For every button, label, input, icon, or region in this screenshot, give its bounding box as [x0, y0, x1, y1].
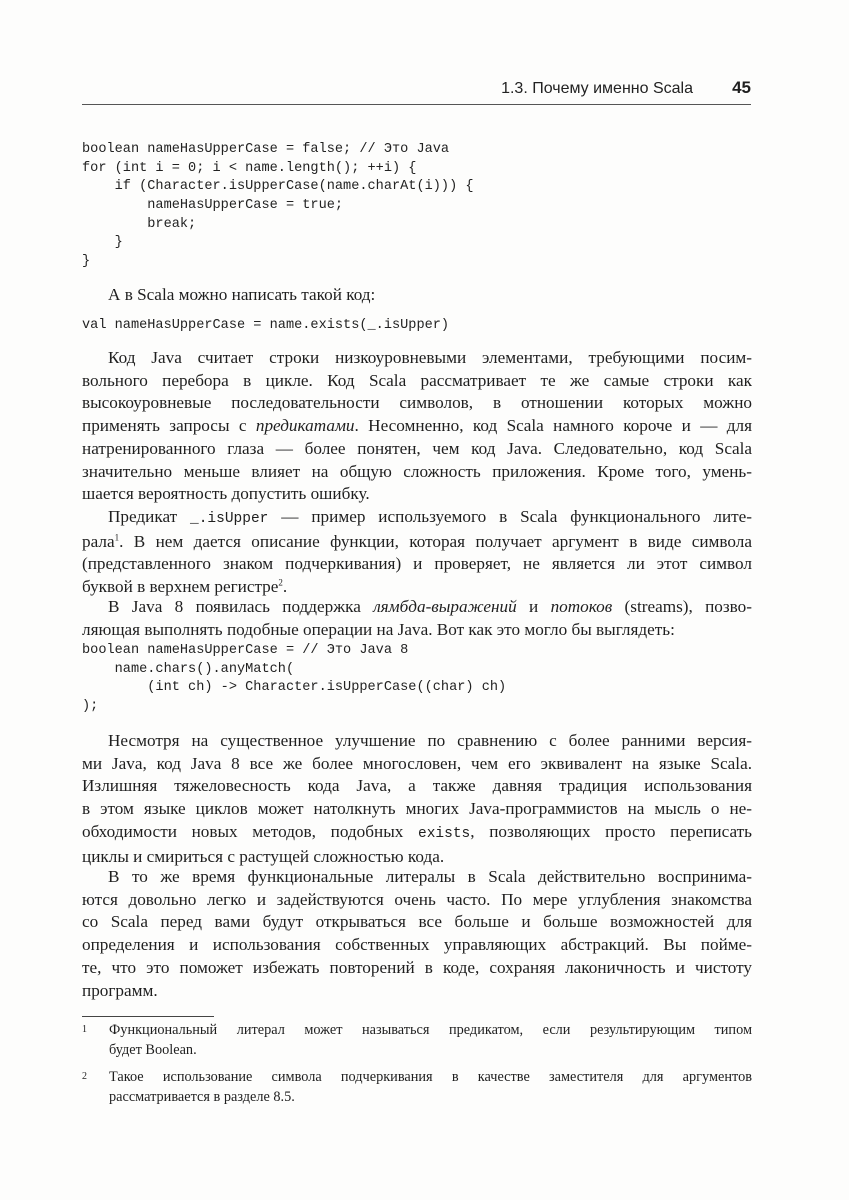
text-line: высокоуровневые последовательности символов, в отношении которых можно: [82, 393, 752, 413]
text-line: шается вероятность допустить ошибку.: [82, 484, 370, 504]
footnote-number: 1: [82, 1024, 87, 1035]
paragraph-verbosity: [82, 730, 752, 868]
text-line: те, что это поможет избежать повторений в коде, сохраняя лаконичность и чистоту: [82, 957, 752, 977]
java8-code-block: [82, 642, 506, 717]
emphasis-predicates: предикатами: [255, 416, 355, 436]
footnote-text: будет Boolean.: [109, 1041, 197, 1058]
code-line: boolean nameHasUpperCase = false; // Это Java: [82, 142, 450, 157]
text-line: определения и использования собственных управляющих абстракций. Вы пойме-: [82, 935, 752, 955]
text-line: А в Scala можно написать такой код:: [108, 285, 376, 304]
text-line: Предикат _.isUpper — пример используемого в Scala функционального лите-: [108, 507, 752, 527]
text-line: циклы и смириться с растущей сложностью кода.: [82, 846, 445, 866]
code-line: val nameHasUpperCase = name.exists(_.isUpper): [82, 318, 450, 333]
paragraph-functional-literals: [82, 866, 752, 1002]
code-line: break;: [82, 216, 197, 232]
footnote-divider: [82, 1016, 214, 1017]
text-line: применять запросы с предикатами. Несомненно, код Scala намного короче и — для: [82, 416, 752, 436]
paragraph-comparison: [82, 347, 752, 506]
footnote-1: [82, 1021, 752, 1060]
code-line: nameHasUpperCase = true;: [82, 198, 344, 214]
text-line: вольного перебора в цикле. Код Scala рассматривает те же самые строки как: [82, 370, 752, 390]
code-line: (int ch) -> Character.isUpperCase((char) ch): [82, 680, 507, 696]
text-line: со Scala перед вами будут открываться все больше и больше возможностей для: [82, 912, 752, 932]
footnote-text: Такое использование символа подчеркивания в качестве заместителя для аргументов: [109, 1069, 752, 1085]
page-number: 45: [732, 78, 751, 97]
text-line: обходимости новых методов, подобных exists, позволяющих просто переписать: [82, 821, 752, 842]
code-line: );: [82, 699, 99, 715]
footnote-number: 2: [82, 1071, 87, 1082]
running-header: [82, 78, 751, 105]
text-line: Несмотря на существенное улучшение по сравнению с более ранними версия-: [108, 731, 752, 750]
text-line: значительно меньше влияет на общую сложность приложения. Кроме того, умень-: [82, 461, 752, 481]
text-line: ются довольно легко и задействуются очень часто. По мере углубления знакомства: [82, 889, 752, 909]
text-line: рала$^1$. В нем дается описание функции, которая получает аргумент в виде символа: [82, 531, 752, 551]
text-line: в этом языке циклов может натолкнуть многих Java-программистов на мысль о не-: [82, 799, 752, 819]
text-line: Код Java считает строки низкоуровневыми элементами, требующими посим-: [108, 348, 752, 367]
text-line: ляющая выполнять подобные операции на Java. Вот как это могло бы выглядеть:: [82, 619, 675, 639]
code-line: for (int i = 0; i < name.length(); ++i) {: [82, 160, 417, 176]
text-line: программ.: [82, 980, 158, 1000]
running-title: 1.3. Почему именно Scala: [501, 80, 693, 97]
text-line: натренированного глаза — более понятен, чем код Java. Следовательно, код Scala: [82, 438, 752, 458]
inline-code: exists: [418, 825, 471, 842]
text-line: ми Java, код Java 8 все же более многословен, чем его эквивалент на языке Scala.: [82, 753, 752, 773]
paragraph-predicate: [82, 506, 752, 599]
code-line: }: [82, 235, 123, 251]
text-line: В то же время функциональные литералы в Scala действительно воспринима-: [108, 867, 752, 886]
footnote-ref-1[interactable]: 1: [114, 531, 120, 542]
text-line: В Java 8 появилась поддержка лямбда-выражений и потоков (streams), позво-: [108, 597, 752, 616]
text-line: Излишняя тяжеловесность кода Java, а также давняя традиция использования: [82, 776, 752, 796]
emphasis-lambda: лямбда-выражений: [373, 597, 517, 616]
code-line: boolean nameHasUpperCase = // Это Java 8: [82, 643, 409, 658]
code-line: name.chars().anyMatch(: [82, 661, 295, 677]
footnote-ref-2[interactable]: 2: [278, 577, 283, 588]
emphasis-streams: потоков: [550, 597, 613, 616]
footnote-text: Функциональный литерал может называться предикатом, если результирующим типом: [109, 1022, 752, 1038]
text-line: буквой в верхнем регистре$^2$.: [82, 577, 288, 597]
java-code-block: [82, 141, 474, 272]
footnote-text: рассматривается в разделе 8.5.: [109, 1088, 295, 1105]
paragraph-java8: [82, 596, 752, 641]
footnote-2: [82, 1068, 752, 1107]
paragraph-scala-intro: [82, 284, 752, 307]
code-line: }: [82, 254, 91, 270]
inline-code: _.isUpper: [190, 511, 269, 527]
scala-code-block: [82, 317, 449, 336]
code-line: if (Character.isUpperCase(name.charAt(i))) {: [82, 179, 474, 195]
text-line: (представленного знаком подчеркивания) и проверяет, не является ли этот символ: [82, 554, 752, 574]
